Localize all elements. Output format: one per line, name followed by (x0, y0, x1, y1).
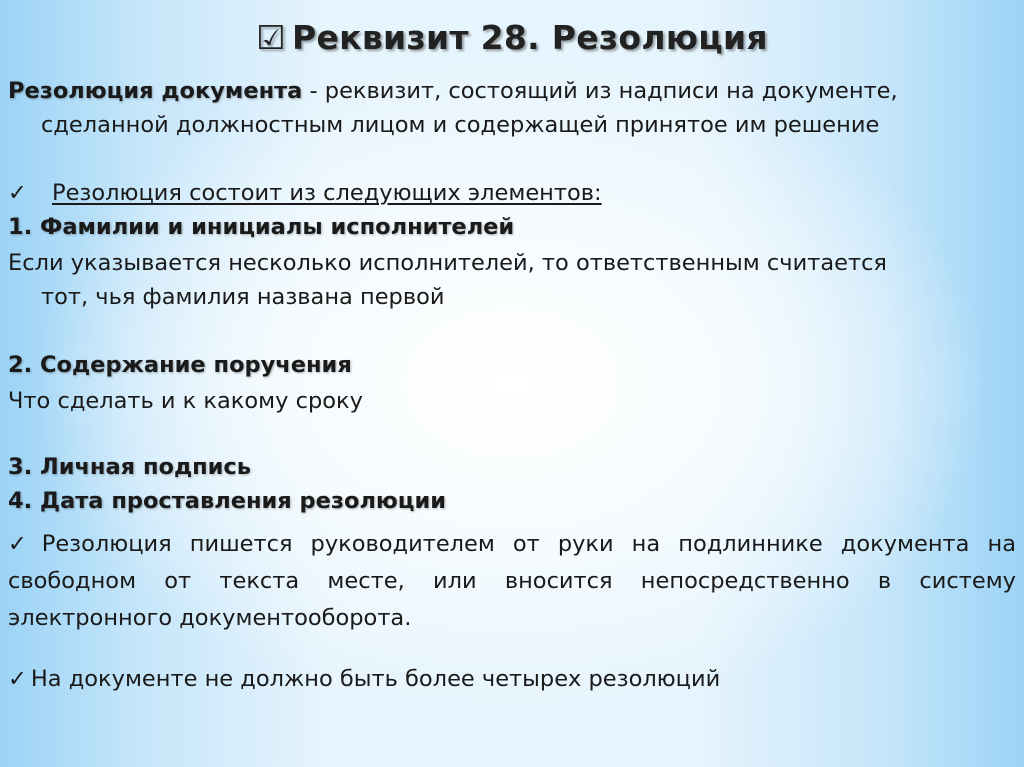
elements-intro (8, 178, 1016, 209)
note-1 (8, 526, 1016, 637)
definition-line-1 (8, 76, 1016, 107)
check-icon: ✓ (8, 180, 27, 206)
note-2-text: На документе не должно быть более четырех резолюций (30, 666, 721, 692)
slide-title-text: Реквизит 28. Резолюция (292, 18, 768, 57)
item-1-heading: 1. Фамилии и инициалы исполнителей (8, 214, 515, 240)
item-1-desc-line-2: тот, чья фамилия названа первой (41, 284, 445, 310)
definition-text: - реквизит, состоящий из надписи на документе, (302, 78, 898, 104)
check-icon: ✓ (8, 531, 38, 557)
definition-line-2: сделанной должностным лицом и содержащей принятое им решение (41, 112, 880, 138)
checkbox-icon: ☑ (256, 18, 286, 57)
item-2-heading: 2. Содержание поручения (8, 352, 352, 378)
item-4-heading: 4. Дата проставления резолюции (8, 488, 447, 514)
elements-intro-text: Резолюция состоит из следующих элементов: (52, 180, 602, 206)
item-2-desc: Что сделать и к какому сроку (8, 388, 363, 414)
item-1-desc-line-1: Если указывается несколько исполнителей, то ответственным считается (8, 250, 887, 276)
note-2 (8, 664, 1016, 695)
check-icon: ✓ (8, 666, 27, 692)
slide-title (0, 18, 1024, 57)
note-1-text: Резолюция пишется руководителем от руки на подлиннике документа на свободном от текста месте, или вносится непосредственно в систему электронного документооборота. (8, 531, 1016, 631)
definition-term: Резолюция документа (8, 78, 303, 104)
item-3-heading: 3. Личная подпись (8, 454, 251, 480)
